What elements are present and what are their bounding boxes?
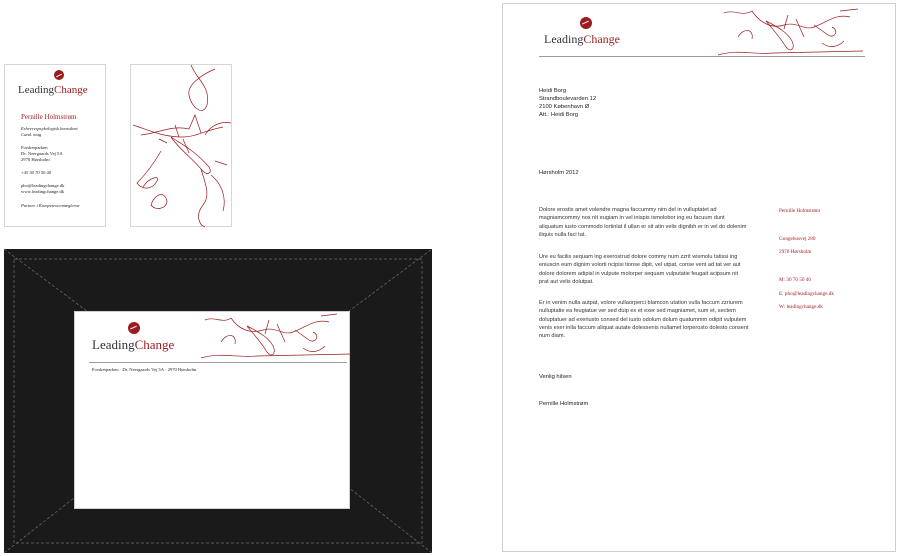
sidebar-address1: Gongehusvej 280 bbox=[779, 236, 816, 242]
recipient-line4: Att.: Heidi Borg bbox=[539, 112, 578, 118]
sidebar-web: W: leadingchange.dk bbox=[779, 304, 823, 310]
card-phone: +45 30 70 50 40 bbox=[21, 170, 52, 175]
card-address-line2: Dr. Neergaards Vej 5A bbox=[21, 151, 63, 156]
logo-part1: Leading bbox=[92, 337, 135, 352]
business-card-logo bbox=[18, 84, 88, 96]
letter-closing: Venlig hilsen bbox=[539, 374, 572, 380]
sidebar-email: E: pho@leadingchange.dk bbox=[779, 291, 834, 297]
letterhead-page bbox=[502, 3, 896, 552]
logo-part2: Change bbox=[134, 337, 175, 352]
logo-part2: Change bbox=[54, 84, 88, 96]
logo-ball-icon bbox=[580, 17, 592, 29]
letter-paragraph-1: Dolore erostis amet volendre magna faccummy nim del in vulluptatet ad magniamcommy nos nit eugiam in vel inispis ismolobor ing eu facuum dunt aliquatum iusto commodo lortinlat il ullan er sit atin velis dignibh er in vel do dolenim iliquis nulla faci tat. bbox=[539, 207, 747, 238]
business-card-back bbox=[130, 64, 232, 227]
logo-part1: Leading bbox=[544, 32, 584, 46]
ink-drawing-illustration bbox=[131, 65, 233, 228]
recipient-line1: Heidi Borg bbox=[539, 88, 567, 94]
letter-paragraph-2: Ure eu facilis sequam ing exerostrud dolore commy num zzrit wismolu tatissi ing eniuscin eum dignim volorti ncipisi tionse dipit, vel utpat, conse vent ad tat ver aut dolore dolorem adipisl in vulpute molorper sequam vulputatie feugait acipsum nit prat aut velis dolutpat. bbox=[539, 254, 741, 285]
envelope-address-line: Forskerparken · Dr. Neergaards Vej 5A · 2970 Hørsholm bbox=[92, 367, 197, 372]
card-email: pho@leadingchange.dk bbox=[21, 183, 65, 188]
logo-part2: Change bbox=[583, 32, 620, 46]
card-person-name: Pernille Holmstrøm bbox=[21, 113, 77, 121]
logo-ball-icon bbox=[54, 70, 64, 80]
envelope-insert-letter bbox=[74, 311, 350, 509]
card-address-line1: Forskerparken bbox=[21, 145, 48, 150]
letter-signature: Pernille Holmstrøm bbox=[539, 401, 589, 407]
envelope-logo bbox=[92, 337, 174, 353]
ink-drawing-illustration bbox=[718, 7, 863, 59]
card-web: www.leadingchange.dk bbox=[21, 189, 65, 194]
sidebar-name: Pernille Holmstrøm bbox=[779, 208, 821, 214]
ink-drawing-illustration bbox=[201, 312, 351, 362]
letter-place-date: Hørsholm 2012 bbox=[539, 170, 579, 176]
sidebar-phone: M: 30 70 50 40 bbox=[779, 277, 811, 283]
letter-paragraph-3: Er in venim nulla autpat, volore vullaorperci blamcon utation vulla faccum zzriurem nulluptatie ea feugiatue ver sed duip ex et exer sed magniamet, sum et, sectem doluptatuer ad exeriusto consed del iusto odolum dolum quatummm odipit vulputem venis exer inlla faccum aliquat autate dolessenis nullamet lorperosto dolesto consent num diam. bbox=[539, 300, 749, 340]
business-card-front bbox=[4, 64, 106, 227]
envelope-divider bbox=[89, 362, 347, 363]
recipient-line2: Strandboulevarden 12 bbox=[539, 96, 597, 102]
recipient-line3: 2100 København Ø bbox=[539, 104, 590, 110]
sidebar-address2: 2970 Hørsholm bbox=[779, 249, 812, 255]
card-address-line3: 2970 Hørsholm bbox=[21, 157, 50, 162]
letterhead-divider bbox=[539, 56, 865, 57]
letterhead-logo bbox=[544, 32, 620, 47]
card-tagline: Partner i Kompetencemæglerne bbox=[21, 203, 80, 208]
card-title-line2: Cand. mag. bbox=[21, 132, 43, 137]
card-title-line1: Erhvervspsykologisk konsulent bbox=[21, 126, 78, 131]
logo-ball-icon bbox=[128, 322, 140, 334]
logo-part1: Leading bbox=[18, 84, 55, 96]
